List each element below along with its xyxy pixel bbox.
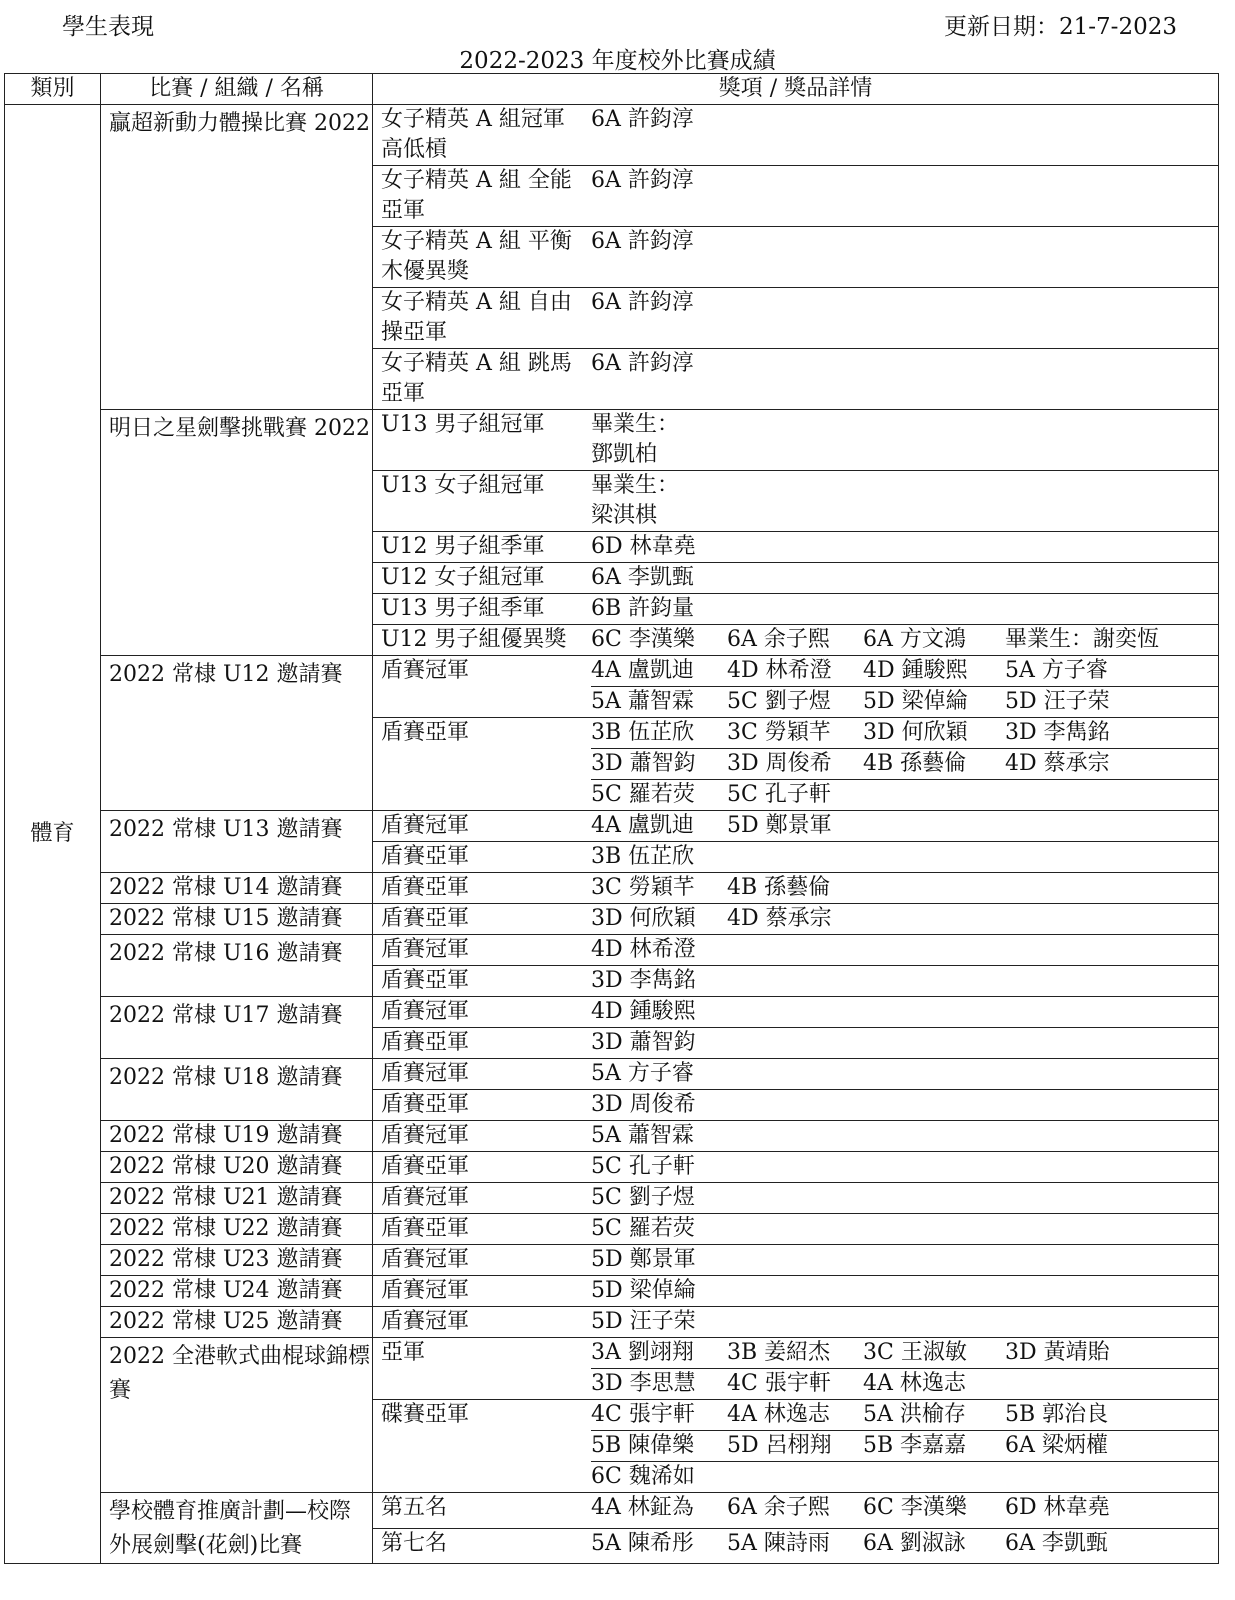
- award-cell: [373, 625, 1219, 656]
- winner-line: [591, 1529, 1218, 1559]
- award-winners: [591, 997, 1218, 1027]
- winner-name: 3C 勞穎芊: [591, 875, 695, 900]
- award-winners: [591, 718, 1218, 810]
- award-winners: [591, 410, 1218, 470]
- winner-name: 3D 蕭智鈞: [591, 1030, 696, 1055]
- winner-line: [591, 1338, 1218, 1368]
- award-cell: [373, 1338, 1219, 1400]
- winner-name: 5A 蕭智霖: [591, 1123, 694, 1148]
- award-winners: [591, 842, 1218, 872]
- table-header-row: [5, 74, 1219, 105]
- column-header-category: 類別: [5, 74, 101, 105]
- award-label: 盾賽冠軍: [381, 813, 470, 838]
- award-label: 盾賽冠軍: [381, 658, 470, 683]
- winner-line: [591, 563, 1218, 593]
- award-label: 盾賽亞軍: [381, 968, 470, 993]
- award-cell: [373, 811, 1219, 842]
- page-section-label: 學生表現: [62, 14, 154, 40]
- winner-line: [591, 1183, 1218, 1213]
- award-cell: [373, 1493, 1219, 1529]
- award-label: 亞軍: [381, 1340, 426, 1365]
- award-label: 盾賽亞軍: [381, 1216, 470, 1241]
- award-label: 女子精英 A 組 平衡木優異獎: [381, 229, 572, 284]
- winner-name: 5D 鄭景軍: [727, 813, 832, 838]
- winner-name: 4C 張宇軒: [727, 1371, 831, 1396]
- award-winners: [591, 349, 1218, 409]
- winner-name: 3B 伍芷欣: [591, 720, 695, 745]
- award-cell: [373, 1400, 1219, 1493]
- competition-name: 2022 常棣 U17 邀請賽: [109, 1003, 343, 1028]
- award-cell: [373, 410, 1219, 471]
- competition-name: 2022 常棣 U19 邀請賽: [109, 1123, 343, 1148]
- winner-name: 4C 張宇軒: [591, 1402, 695, 1427]
- competition-name-cell: [101, 1121, 373, 1152]
- award-cell: [373, 1152, 1219, 1183]
- award-label: 第七名: [381, 1530, 448, 1556]
- award-cell: [373, 997, 1219, 1028]
- winner-line: [591, 1090, 1218, 1120]
- winner-line: [591, 1307, 1218, 1337]
- award-winners: [591, 625, 1218, 655]
- award-winners: [591, 594, 1218, 624]
- winner-name: 6A 許鈞淳: [591, 168, 694, 193]
- award-label: 盾賽冠軍: [381, 1185, 470, 1210]
- award-cell: [373, 1528, 1219, 1564]
- competition-name-cell: [101, 997, 373, 1059]
- award-winners: [591, 1059, 1218, 1089]
- winner-name: 5B 李嘉嘉: [863, 1433, 967, 1458]
- winner-name: 6C 魏浠如: [591, 1464, 695, 1489]
- winner-name: 5D 呂栩翔: [727, 1433, 832, 1458]
- winner-name: 5B 郭治良: [1005, 1402, 1109, 1427]
- award-cell: [373, 349, 1219, 410]
- winner-line: [591, 594, 1218, 624]
- winner-line: [591, 625, 1218, 655]
- competition-name-cell: [101, 873, 373, 904]
- winner-name: 5C 羅若荧: [591, 782, 695, 807]
- winner-name: 5C 孔子軒: [727, 782, 831, 807]
- competition-name: 2022 常棣 U20 邀請賽: [109, 1154, 343, 1179]
- winner-name: 4D 蔡承宗: [727, 906, 832, 931]
- award-winners: [591, 563, 1218, 593]
- competition-name: 2022 常棣 U22 邀請賽: [109, 1216, 343, 1241]
- winner-line: [591, 966, 1218, 996]
- winner-line: [591, 471, 1218, 501]
- winner-line: [591, 1276, 1218, 1306]
- competition-name: 學校體育推廣計劃—校際外展劍擊(花劍)比賽: [109, 1499, 352, 1558]
- award-winners: [591, 1400, 1218, 1492]
- award-winners: [591, 1307, 1218, 1337]
- table-row: [5, 410, 1219, 471]
- table-row: [5, 1183, 1219, 1214]
- winner-name: 6D 林韋堯: [591, 534, 696, 559]
- award-winners: [591, 935, 1218, 965]
- winner-line: [591, 166, 1218, 196]
- award-label: U12 男子組優異獎: [381, 627, 567, 652]
- winner-line: [591, 1214, 1218, 1244]
- award-cell: [373, 1214, 1219, 1245]
- winner-line: [591, 440, 1218, 470]
- winner-line: [591, 811, 1218, 841]
- winner-name: 3C 勞穎芊: [727, 720, 831, 745]
- winner-name: 6A 梁炳權: [1005, 1433, 1108, 1458]
- winner-name: 4D 林希澄: [591, 937, 696, 962]
- award-label: U12 女子組冠軍: [381, 565, 545, 590]
- table-row: [5, 1338, 1219, 1400]
- competition-name-cell: [101, 1214, 373, 1245]
- winner-line: [591, 105, 1218, 135]
- award-cell: [373, 1183, 1219, 1214]
- competition-name: 2022 常棣 U24 邀請賽: [109, 1278, 343, 1303]
- award-winners: [591, 1214, 1218, 1244]
- award-cell: [373, 656, 1219, 718]
- winner-line: [591, 904, 1218, 934]
- winner-name: 5A 方子睿: [1005, 658, 1108, 683]
- award-label: 盾賽冠軍: [381, 1061, 470, 1086]
- competition-name: 明日之星劍擊挑戰賽 2022: [109, 416, 370, 441]
- column-header-awards: 獎項 / 獎品詳情: [373, 74, 1219, 105]
- award-label: 碟賽亞軍: [381, 1402, 470, 1427]
- award-label: 盾賽亞軍: [381, 1154, 470, 1179]
- award-cell: [373, 1059, 1219, 1090]
- award-winners: [591, 105, 1218, 165]
- winner-line: [591, 288, 1218, 318]
- winner-name: 4A 林逸志: [727, 1402, 830, 1427]
- competition-name-cell: [101, 1245, 373, 1276]
- winner-name: 畢業生：: [591, 412, 680, 437]
- update-date: 更新日期：21-7-2023: [944, 14, 1177, 40]
- award-winners: [591, 288, 1218, 348]
- award-cell: [373, 288, 1219, 349]
- award-label: 女子精英 A 組冠軍 高低槓: [381, 107, 565, 162]
- competition-name-cell: [101, 410, 373, 656]
- winner-name: 3D 何欣穎: [863, 720, 968, 745]
- winner-name: 6A 李凱甄: [591, 565, 694, 590]
- winner-name: 3D 黃靖貽: [1005, 1340, 1110, 1365]
- award-winners: [591, 227, 1218, 287]
- winner-name: 6D 林韋堯: [1005, 1495, 1110, 1520]
- winner-line: [591, 842, 1218, 872]
- award-label: 女子精英 A 組 自由操亞軍: [381, 290, 572, 345]
- table-row: [5, 656, 1219, 718]
- winner-name: 3D 蕭智鈞: [591, 751, 696, 776]
- competition-name: 贏超新動力體操比賽 2022: [109, 111, 370, 136]
- competition-name: 2022 常棣 U25 邀請賽: [109, 1309, 343, 1334]
- award-winners: [591, 471, 1218, 531]
- award-cell: [373, 532, 1219, 563]
- table-row: [5, 997, 1219, 1028]
- winner-line: [591, 1400, 1218, 1430]
- winner-line: [591, 748, 1218, 779]
- winner-name: 3D 周俊希: [591, 1092, 696, 1117]
- competition-name: 2022 常棣 U15 邀請賽: [109, 906, 343, 931]
- winner-name: 3B 伍芷欣: [591, 844, 695, 869]
- award-cell: [373, 1276, 1219, 1307]
- winner-name: 5D 汪子荣: [591, 1309, 696, 1334]
- winner-line: [591, 532, 1218, 562]
- winner-line: [591, 1493, 1218, 1523]
- award-label: 盾賽亞軍: [381, 1030, 470, 1055]
- table-row: [5, 1059, 1219, 1090]
- winner-name: 3D 李雋銘: [591, 968, 696, 993]
- competition-name-cell: [101, 904, 373, 935]
- award-cell: [373, 563, 1219, 594]
- winner-name: 3D 李雋銘: [1005, 720, 1110, 745]
- winner-name: 5C 劉子煜: [727, 689, 831, 714]
- award-label: 盾賽亞軍: [381, 1092, 470, 1117]
- award-winners: [591, 166, 1218, 226]
- winner-name: 5A 方子睿: [591, 1061, 694, 1086]
- table-row: [5, 811, 1219, 842]
- award-label: 盾賽冠軍: [381, 1247, 470, 1272]
- award-winners: [591, 1276, 1218, 1306]
- winner-line: [591, 1245, 1218, 1275]
- award-cell: [373, 966, 1219, 997]
- category-cell: [5, 105, 101, 1564]
- competition-name-cell: [101, 105, 373, 410]
- winner-name: 5D 鄭景軍: [591, 1247, 696, 1272]
- competition-name: 2022 常棣 U18 邀請賽: [109, 1065, 343, 1090]
- winner-name: 4A 林鉦為: [591, 1495, 694, 1520]
- winner-line: [591, 501, 1218, 531]
- winner-name: 6A 李凱甄: [1005, 1530, 1108, 1556]
- table-row: [5, 1152, 1219, 1183]
- winner-name: 4B 孫藝倫: [727, 875, 831, 900]
- award-label: 女子精英 A 組 跳馬亞軍: [381, 351, 572, 406]
- winner-line: [591, 997, 1218, 1027]
- winner-line: [591, 873, 1218, 903]
- winner-line: [591, 935, 1218, 965]
- winner-name: 4A 盧凱迪: [591, 658, 694, 683]
- winner-line: [591, 1059, 1218, 1089]
- table-body: [5, 105, 1219, 1564]
- award-label: 盾賽亞軍: [381, 844, 470, 869]
- page-title: 2022-2023 年度校外比賽成績: [459, 48, 776, 74]
- competition-name: 2022 常棣 U13 邀請賽: [109, 817, 343, 842]
- award-winners: [591, 532, 1218, 562]
- competition-name-cell: [101, 811, 373, 873]
- winner-line: [591, 779, 1218, 810]
- winner-name: 3D 李思慧: [591, 1371, 696, 1396]
- award-winners: [591, 1028, 1218, 1058]
- award-label: 第五名: [381, 1495, 448, 1520]
- award-label: U13 男子組冠軍: [381, 412, 545, 437]
- winner-name: 4D 鍾駿熙: [863, 658, 968, 683]
- winner-name: 6C 李漢樂: [591, 627, 695, 652]
- competition-name-cell: [101, 1276, 373, 1307]
- award-cell: [373, 1245, 1219, 1276]
- competition-name-cell: [101, 656, 373, 811]
- award-winners: [591, 1090, 1218, 1120]
- competition-name: 2022 常棣 U21 邀請賽: [109, 1185, 343, 1210]
- award-label: 盾賽冠軍: [381, 937, 470, 962]
- award-label: U13 女子組冠軍: [381, 473, 545, 498]
- winner-line: [591, 686, 1218, 717]
- award-label: 盾賽亞軍: [381, 720, 470, 745]
- winner-name: 5B 陳偉樂: [591, 1433, 695, 1458]
- winner-line: [591, 1028, 1218, 1058]
- winner-line: [591, 1461, 1218, 1492]
- award-cell: [373, 1028, 1219, 1059]
- table-row: [5, 1121, 1219, 1152]
- award-label: 盾賽冠軍: [381, 1123, 470, 1148]
- competition-name-cell: [101, 1493, 373, 1564]
- competition-name: 2022 常棣 U23 邀請賽: [109, 1247, 343, 1272]
- award-cell: [373, 594, 1219, 625]
- competition-name-cell: [101, 1307, 373, 1338]
- winner-line: [591, 1430, 1218, 1461]
- winner-name: 5A 陳詩雨: [727, 1530, 830, 1556]
- table-row: [5, 1307, 1219, 1338]
- winner-line: [591, 410, 1218, 440]
- winner-name: 5A 洪榆存: [863, 1402, 966, 1427]
- winner-name: 5C 羅若荧: [591, 1216, 695, 1241]
- award-cell: [373, 166, 1219, 227]
- winner-name: 3C 王淑敏: [863, 1340, 967, 1365]
- winner-name: 5C 劉子煜: [591, 1185, 695, 1210]
- winner-name: 6A 劉淑詠: [863, 1530, 966, 1556]
- award-winners: [591, 904, 1218, 934]
- winner-name: 6A 許鈞淳: [591, 107, 694, 132]
- award-label: 盾賽冠軍: [381, 1309, 470, 1334]
- winner-line: [591, 349, 1218, 379]
- award-winners: [591, 1493, 1218, 1523]
- table-row: [5, 1493, 1219, 1529]
- category-label: 體育: [30, 821, 75, 846]
- award-cell: [373, 1307, 1219, 1338]
- competition-name: 2022 常棣 U12 邀請賽: [109, 662, 343, 687]
- results-table: [4, 73, 1219, 1564]
- winner-name: 4A 林逸志: [863, 1371, 966, 1396]
- winner-name: 3B 姜紹杰: [727, 1340, 831, 1365]
- award-cell: [373, 227, 1219, 288]
- winner-name: 6A 許鈞淳: [591, 229, 694, 254]
- winner-name: 5A 陳希彤: [591, 1530, 694, 1556]
- winner-name: 3D 周俊希: [727, 751, 832, 776]
- winner-name: 6A 余子熙: [727, 627, 830, 652]
- table-row: [5, 1276, 1219, 1307]
- winner-name: 4B 孫藝倫: [863, 751, 967, 776]
- award-winners: [591, 1152, 1218, 1182]
- table-row: [5, 105, 1219, 166]
- winner-name: 6B 許鈞量: [591, 596, 695, 621]
- award-cell: [373, 1090, 1219, 1121]
- competition-name-cell: [101, 1152, 373, 1183]
- award-winners: [591, 966, 1218, 996]
- winner-name: 4A 盧凱迪: [591, 813, 694, 838]
- winner-name: 5D 梁倬綸: [863, 689, 968, 714]
- winner-name: 5D 梁倬綸: [591, 1278, 696, 1303]
- award-label: 盾賽冠軍: [381, 1278, 470, 1303]
- winner-name: 畢業生：謝奕恆: [1005, 627, 1160, 652]
- winner-name: 4D 鍾駿熙: [591, 999, 696, 1024]
- winner-name: 3D 何欣穎: [591, 906, 696, 931]
- winner-line: [591, 1121, 1218, 1151]
- winner-name: 6A 許鈞淳: [591, 351, 694, 376]
- award-winners: [591, 1529, 1218, 1559]
- award-winners: [591, 1183, 1218, 1213]
- competition-name: 2022 常棣 U16 邀請賽: [109, 941, 343, 966]
- winner-line: [591, 656, 1218, 686]
- award-label: U12 男子組季軍: [381, 534, 545, 559]
- table-row: [5, 873, 1219, 904]
- award-cell: [373, 842, 1219, 873]
- winner-name: 6A 余子熙: [727, 1495, 830, 1520]
- winner-line: [591, 1152, 1218, 1182]
- competition-name-cell: [101, 1338, 373, 1493]
- winner-name: 5A 蕭智霖: [591, 689, 694, 714]
- award-winners: [591, 1121, 1218, 1151]
- award-winners: [591, 811, 1218, 841]
- winner-name: 5C 孔子軒: [591, 1154, 695, 1179]
- award-cell: [373, 105, 1219, 166]
- award-winners: [591, 1338, 1218, 1399]
- award-cell: [373, 935, 1219, 966]
- winner-name: 4D 蔡承宗: [1005, 751, 1110, 776]
- award-label: 盾賽亞軍: [381, 875, 470, 900]
- table-row: [5, 904, 1219, 935]
- table-row: [5, 935, 1219, 966]
- competition-name: 2022 常棣 U14 邀請賽: [109, 875, 343, 900]
- award-cell: [373, 904, 1219, 935]
- winner-name: 3A 劉翊翔: [591, 1340, 694, 1365]
- winner-line: [591, 718, 1218, 748]
- table-row: [5, 1245, 1219, 1276]
- award-cell: [373, 1121, 1219, 1152]
- award-label: 盾賽冠軍: [381, 999, 470, 1024]
- award-winners: [591, 656, 1218, 717]
- award-label: 盾賽亞軍: [381, 906, 470, 931]
- award-cell: [373, 718, 1219, 811]
- winner-line: [591, 1368, 1218, 1399]
- winner-line: [591, 227, 1218, 257]
- award-label: 女子精英 A 組 全能亞軍: [381, 168, 572, 223]
- competition-name-cell: [101, 1059, 373, 1121]
- winner-name: 4D 林希澄: [727, 658, 832, 683]
- winner-name: 鄧凱柏: [591, 442, 658, 467]
- winner-name: 6A 許鈞淳: [591, 290, 694, 315]
- award-winners: [591, 1245, 1218, 1275]
- award-cell: [373, 471, 1219, 532]
- award-cell: [373, 873, 1219, 904]
- winner-name: 6C 李漢樂: [863, 1495, 967, 1520]
- award-label: U13 男子組季軍: [381, 596, 545, 621]
- award-winners: [591, 873, 1218, 903]
- competition-name-cell: [101, 935, 373, 997]
- competition-name-cell: [101, 1183, 373, 1214]
- winner-name: 6A 方文鴻: [863, 627, 966, 652]
- competition-name: 2022 全港軟式曲棍球錦標賽: [109, 1344, 370, 1403]
- column-header-competition: 比賽 / 組織 / 名稱: [101, 74, 373, 105]
- winner-name: 梁淇棋: [591, 503, 658, 528]
- table-row: [5, 1214, 1219, 1245]
- winner-name: 5D 汪子荣: [1005, 689, 1110, 714]
- winner-name: 畢業生：: [591, 473, 680, 498]
